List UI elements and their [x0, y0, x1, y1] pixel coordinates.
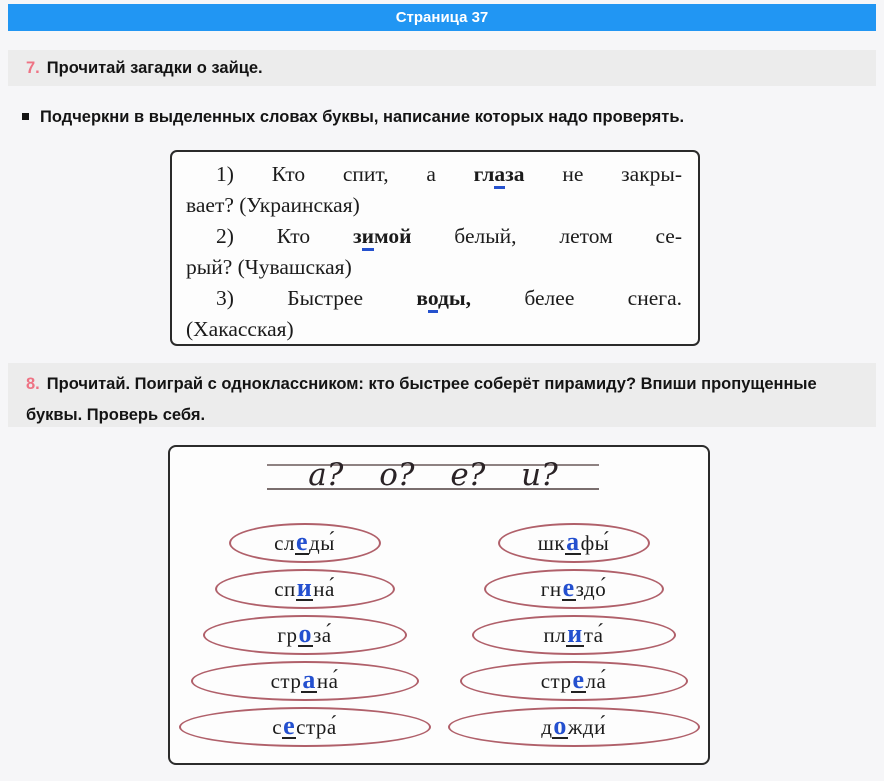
task-7-number: 7.	[26, 59, 40, 77]
word-oval[interactable]: шк а фы́	[498, 523, 650, 563]
missing-letter[interactable]: и	[567, 619, 583, 648]
riddle-line: 3) Быстрее воды, белее снега.	[186, 283, 682, 314]
missing-letter[interactable]: е	[295, 527, 309, 556]
riddle-line: рый? (Чувашская)	[186, 255, 352, 279]
riddle-line: (Хакасская)	[186, 317, 294, 341]
page-title-bar	[8, 4, 876, 31]
riddle-line: 2) Кто зимой белый, летом се-	[186, 221, 682, 252]
pyramid-columns	[170, 523, 708, 747]
pyramid-left-column	[170, 523, 439, 747]
missing-letter[interactable]: е	[572, 665, 585, 694]
missing-letter[interactable]: е	[283, 711, 296, 740]
riddles-text-box	[170, 150, 700, 346]
word-oval[interactable]: стр е ла́	[460, 661, 688, 701]
word-oval[interactable]: гн е здо́	[484, 569, 664, 609]
missing-letter[interactable]: а	[302, 665, 316, 694]
pyramid-right-column	[439, 523, 708, 747]
handwriting-prompt: а? о? е? и?	[308, 457, 558, 493]
handwriting-guide-lines	[267, 457, 599, 493]
pyramid-exercise-box	[168, 445, 710, 765]
riddle-line: вает? (Украинская)	[186, 193, 360, 217]
instruction-text: Подчеркни в выделенных словах буквы, написание которых надо проверять.	[40, 108, 685, 126]
missing-letter[interactable]: е	[562, 573, 575, 602]
missing-letter[interactable]: о	[298, 619, 312, 648]
missing-letter[interactable]: и	[296, 573, 313, 602]
task-7-header	[8, 50, 876, 86]
missing-letter[interactable]: о	[553, 711, 567, 740]
word-oval[interactable]: стр а на́	[191, 661, 419, 701]
missing-letter[interactable]: а	[566, 527, 580, 556]
riddle-line: 1) Кто спит, а глаза не закры-	[186, 159, 682, 190]
task-8-text: Прочитай. Поиграй с одноклассником: кто быстрее соберёт пирамиду? Впиши пропущенные буквы. Проверь себя.	[26, 375, 817, 424]
instruction-line	[22, 105, 862, 129]
word-oval[interactable]: сп и на́	[215, 569, 395, 609]
word-oval[interactable]: с е стра́	[179, 707, 431, 747]
task-8-header	[8, 363, 876, 427]
square-bullet-icon	[22, 113, 29, 120]
task-7-text: Прочитай загадки о зайце.	[46, 59, 263, 77]
word-oval[interactable]: д о жди́	[448, 707, 700, 747]
word-oval[interactable]: пл и та́	[472, 615, 676, 655]
task-8-number: 8.	[26, 375, 40, 393]
word-oval[interactable]: сл е ды́	[229, 523, 381, 563]
page-title: Страница 37	[395, 9, 489, 26]
word-oval[interactable]: гр о за́	[203, 615, 407, 655]
